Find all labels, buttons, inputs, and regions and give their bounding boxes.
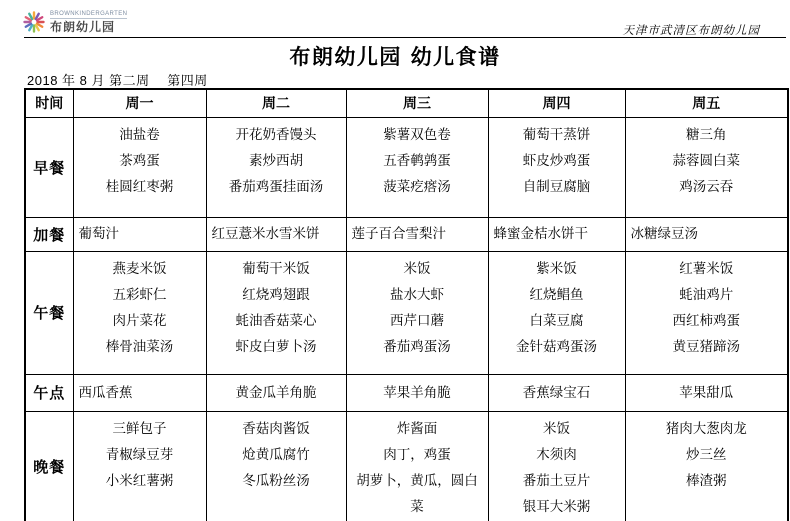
brand-name-english: BROWNKINDERGARTEN — [50, 11, 128, 17]
menu-cell — [346, 251, 488, 374]
dish-item: 炸酱面 — [396, 420, 438, 436]
dish-item: 白菜豆腐 — [529, 312, 584, 328]
row-label: 午餐 — [25, 251, 73, 374]
column-header-day-5: 周五 — [625, 89, 788, 117]
dish-item: 蚝油鸡片 — [679, 286, 734, 302]
dish-item: 银耳大米粥 — [522, 498, 591, 514]
dish-item: 莲子百合雪梨汁 — [351, 226, 446, 241]
dish-item: 桂圆红枣粥 — [105, 178, 174, 194]
dish-item: 五彩虾仁 — [112, 286, 167, 302]
dish-item: 番茄土豆片 — [522, 472, 591, 488]
menu-cell — [73, 217, 206, 251]
dish-item: 棒渣粥 — [686, 472, 727, 488]
dish-item: 黄金瓜羊角脆 — [235, 384, 317, 400]
dish-item: 苹果羊角脆 — [383, 384, 451, 400]
header-divider — [24, 37, 786, 38]
dish-item: 三鲜包子 — [112, 420, 167, 436]
dish-item: 冰糖绿豆汤 — [630, 226, 698, 241]
menu-row-5 — [25, 411, 788, 521]
dish-item: 燕麦米饭 — [112, 260, 167, 276]
menu-row-4 — [25, 374, 788, 411]
dish-item: 紫薯双色卷 — [383, 126, 451, 142]
dish-item: 黄豆猪蹄汤 — [672, 338, 740, 354]
dish-item: 葡萄汁 — [78, 226, 119, 241]
menu-cell — [206, 251, 346, 374]
menu-cell — [206, 117, 346, 217]
menu-cell — [488, 374, 625, 411]
menu-cell — [625, 117, 788, 217]
menu-cell — [206, 411, 346, 521]
dish-item: 油盐卷 — [119, 126, 160, 142]
column-header-day-1: 周一 — [73, 89, 206, 117]
menu-cell — [73, 251, 206, 374]
menu-cell — [346, 217, 488, 251]
menu-cell — [625, 251, 788, 374]
dish-item: 菠菜疙瘩汤 — [383, 178, 451, 194]
dish-item: 木须肉 — [536, 446, 577, 462]
dish-item: 西瓜香蕉 — [78, 384, 133, 400]
menu-cell — [625, 217, 788, 251]
dish-item: 紫米饭 — [536, 260, 577, 276]
menu-table — [24, 88, 789, 521]
brand-logo — [22, 10, 127, 34]
dish-item: 炝黄瓜腐竹 — [242, 446, 310, 462]
row-label: 晚餐 — [25, 411, 73, 521]
school-name: 天津市武清区布朗幼儿园 — [622, 23, 760, 37]
menu-cell — [625, 374, 788, 411]
dish-item: 苹果甜瓜 — [679, 384, 734, 400]
dish-item: 红薯米饭 — [679, 260, 734, 276]
dish-item: 素炒西胡 — [249, 152, 303, 168]
row-label: 午点 — [25, 374, 73, 411]
column-header-day-2: 周二 — [206, 89, 346, 117]
dish-item: 蜂蜜金桔水饼干 — [493, 226, 588, 241]
dish-item: 红豆薏米水雪米饼 — [211, 226, 320, 241]
menu-cell — [488, 217, 625, 251]
dish-item: 金针菇鸡蛋汤 — [516, 338, 597, 354]
dish-item: 香蕉绿宝石 — [522, 384, 591, 400]
dish-item: 西芹口蘑 — [390, 312, 444, 328]
dish-item: 虾皮白萝卜汤 — [235, 338, 317, 354]
page-title: 布朗幼儿园 幼儿食谱 — [289, 44, 501, 69]
menu-cell — [346, 374, 488, 411]
menu-cell — [488, 251, 625, 374]
dish-item: 茶鸡蛋 — [119, 152, 160, 168]
dish-item: 番茄鸡蛋汤 — [383, 338, 451, 354]
pinwheel-logo-icon — [22, 10, 46, 34]
menu-row-1 — [25, 117, 788, 217]
menu-cell — [206, 374, 346, 411]
brand-name-chinese: 布朗幼儿园 — [50, 20, 116, 34]
row-label: 加餐 — [25, 217, 73, 251]
column-header-day-3: 周三 — [346, 89, 488, 117]
dish-item: 胡萝卜，黄瓜，圆白菜 — [356, 472, 478, 514]
menu-row-2 — [25, 217, 788, 251]
table-header-row — [25, 89, 788, 117]
dish-item: 猪肉大葱肉龙 — [665, 420, 747, 436]
date-week-line: 2018 年 8 月 第二周 第四周 — [27, 73, 208, 88]
dish-item: 青椒绿豆芽 — [105, 446, 174, 462]
dish-item: 开花奶香馒头 — [235, 126, 317, 142]
dish-item: 西红柿鸡蛋 — [672, 312, 740, 328]
menu-cell — [488, 117, 625, 217]
dish-item: 盐水大虾 — [390, 286, 444, 302]
dish-item: 香菇肉酱饭 — [242, 420, 310, 436]
menu-cell — [346, 117, 488, 217]
dish-item: 棒骨油菜汤 — [105, 338, 174, 354]
dish-item: 米饭 — [543, 420, 570, 436]
menu-cell — [73, 411, 206, 521]
dish-item: 蚝油香菇菜心 — [235, 312, 317, 328]
dish-item: 自制豆腐脑 — [522, 178, 591, 194]
dish-item: 炒三丝 — [686, 446, 727, 462]
dish-item: 鸡汤云吞 — [679, 178, 734, 194]
dish-item: 番茄鸡蛋挂面汤 — [228, 178, 324, 194]
menu-cell — [206, 217, 346, 251]
column-header-time: 时间 — [25, 89, 73, 117]
dish-item: 虾皮炒鸡蛋 — [522, 152, 591, 168]
dish-item: 红烧鲳鱼 — [529, 286, 584, 302]
menu-cell — [625, 411, 788, 521]
dish-item: 肉丁，鸡蛋 — [383, 446, 451, 462]
menu-cell — [73, 117, 206, 217]
dish-item: 葡萄干米饭 — [242, 260, 310, 276]
dish-item: 蒜蓉圆白菜 — [672, 152, 740, 168]
dish-item: 冬瓜粉丝汤 — [242, 472, 310, 488]
menu-cell — [346, 411, 488, 521]
dish-item: 米饭 — [403, 260, 431, 276]
dish-item: 糖三角 — [686, 126, 727, 142]
column-header-day-4: 周四 — [488, 89, 625, 117]
brand-text — [50, 11, 127, 33]
dish-item: 五香鹌鹑蛋 — [383, 152, 451, 168]
dish-item: 肉片菜花 — [112, 312, 167, 328]
menu-row-3 — [25, 251, 788, 374]
row-label: 早餐 — [25, 117, 73, 217]
dish-item: 红烧鸡翅跟 — [242, 286, 310, 302]
dish-item: 小米红薯粥 — [105, 472, 174, 488]
menu-cell — [488, 411, 625, 521]
dish-item: 葡萄干蒸饼 — [522, 126, 591, 142]
menu-cell — [73, 374, 206, 411]
